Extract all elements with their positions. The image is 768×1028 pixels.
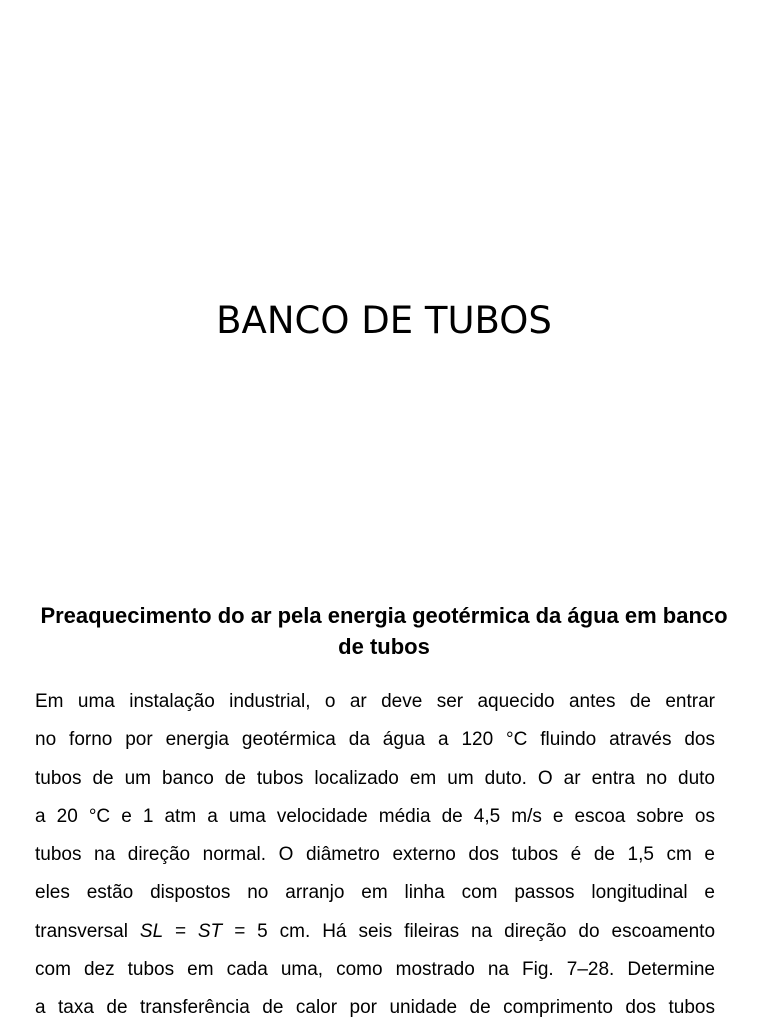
st-symbol: ST	[197, 920, 223, 942]
problem-text-line: eles estão dispostos no arranjo em linha com passos longitudinal e	[35, 882, 715, 904]
problem-text-line: tubos de um banco de tubos localizado em um duto. O ar entra no duto	[35, 767, 715, 789]
text-fragment: =	[222, 920, 258, 942]
problem-text-line: no forno por energia geotérmica da água a 120 °C fluindo através dos	[35, 729, 715, 751]
text-fragment: transversal	[35, 920, 140, 942]
problem-body	[35, 683, 715, 1028]
problem-text-line: tubos na direção normal. O diâmetro externo dos tubos é de 1,5 cm e	[35, 844, 715, 866]
text-fragment: 5 cm. Há seis fileiras na direção do escoamento	[257, 920, 716, 942]
problem-text-line: Em uma instalação industrial, o ar deve ser aquecido antes de entrar	[35, 691, 715, 712]
problem-text-line: a taxa de transferência de calor por unidade de comprimento dos tubos	[35, 997, 715, 1019]
text-fragment: =	[162, 920, 198, 942]
problem-text-line: com dez tubos em cada uma, como mostrado na Fig. 7–28. Determine	[35, 959, 715, 981]
sl-symbol: SL	[139, 920, 163, 942]
problem-text-line-pitch	[35, 913, 715, 951]
slide-title: BANCO DE TUBOS	[216, 299, 552, 342]
problem-text-line: a 20 °C e 1 atm a uma velocidade média de 4,5 m/s e escoa sobre os	[35, 805, 715, 827]
problem-heading: Preaquecimento do ar pela energia geotérmica da água em banco de tubos	[40, 603, 728, 659]
